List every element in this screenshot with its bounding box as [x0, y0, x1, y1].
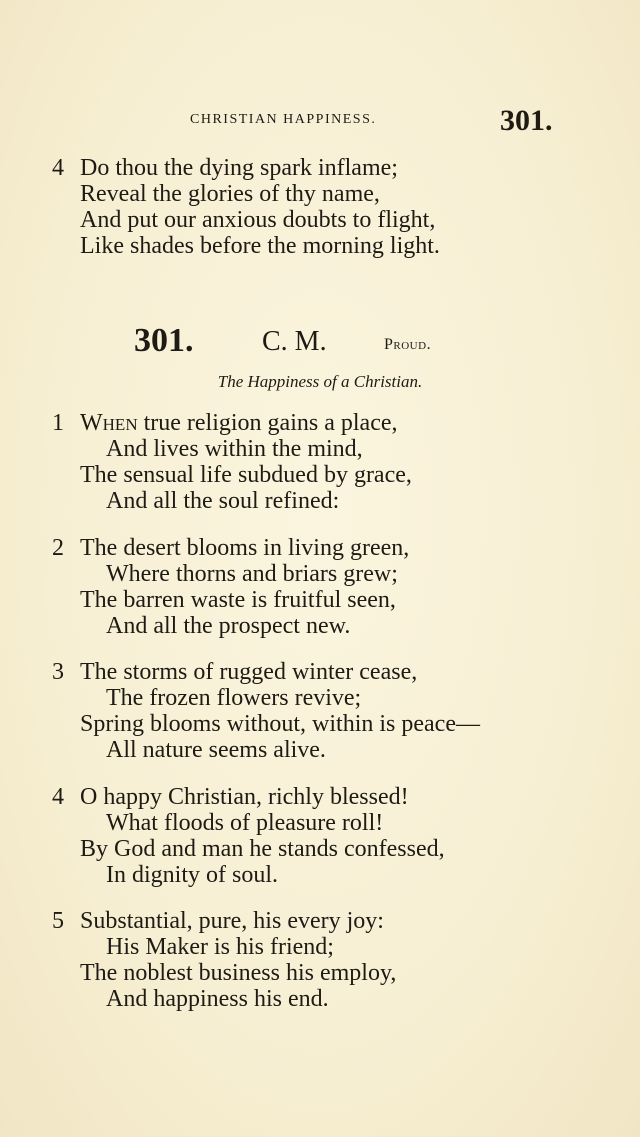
stanza-line: The sensual life subdued by grace,	[80, 462, 412, 488]
stanza-line: Do thou the dying spark inflame;	[80, 155, 398, 181]
hymn-tune: Proud.	[384, 336, 432, 353]
stanza-line: And lives within the mind,	[106, 436, 363, 462]
stanza-number: 4	[52, 155, 64, 181]
stanza-line: His Maker is his friend;	[106, 934, 334, 960]
stanza-line: In dignity of soul.	[106, 862, 278, 888]
running-head	[0, 104, 640, 137]
stanza-line: O happy Christian, richly blessed!	[80, 784, 409, 810]
stanza-line: Spring blooms without, within is peace—	[80, 711, 480, 737]
hymn-header	[0, 322, 640, 362]
stanza-line: Where thorns and briars grew;	[106, 561, 398, 587]
stanza-line: Like shades before the morning light.	[80, 233, 440, 259]
stanza-line	[80, 410, 398, 436]
stanza-line: What floods of pleasure roll!	[106, 810, 384, 836]
stanza-line: The frozen flowers revive;	[106, 685, 362, 711]
stanza-number: 1	[52, 410, 64, 436]
hymn-number: 301.	[134, 322, 194, 359]
stanza-line: Substantial, pure, his every joy:	[80, 908, 384, 934]
stanza-line: The storms of rugged winter cease,	[80, 659, 418, 685]
stanza-line: Reveal the glories of thy name,	[80, 181, 380, 207]
stanza-number: 4	[52, 784, 64, 810]
stanza-number: 5	[52, 908, 64, 934]
first-line-rest: true religion gains a place,	[143, 410, 398, 436]
stanza-number: 3	[52, 659, 64, 685]
page-number: 301.	[500, 104, 553, 137]
running-title: CHRISTIAN HAPPINESS.	[190, 112, 377, 127]
stanza-line: And all the soul refined:	[106, 488, 340, 514]
stanza-line: By God and man he stands confessed,	[80, 836, 445, 862]
stanza-number: 2	[52, 535, 64, 561]
stanza-line: And happiness his end.	[106, 986, 329, 1012]
stanza-line: The desert blooms in living green,	[80, 535, 410, 561]
stanza-line: And put our anxious doubts to flight,	[80, 207, 436, 233]
hymn-title: The Happiness of a Christian.	[217, 372, 423, 391]
stanza-line: The barren waste is fruitful seen,	[80, 587, 396, 613]
stanza-line: And all the prospect new.	[106, 613, 351, 639]
stanza-line: The noblest business his employ,	[80, 960, 397, 986]
hymn-meter: C. M.	[262, 326, 327, 357]
first-word: When	[80, 410, 138, 436]
stanza-line: All nature seems alive.	[106, 737, 326, 763]
